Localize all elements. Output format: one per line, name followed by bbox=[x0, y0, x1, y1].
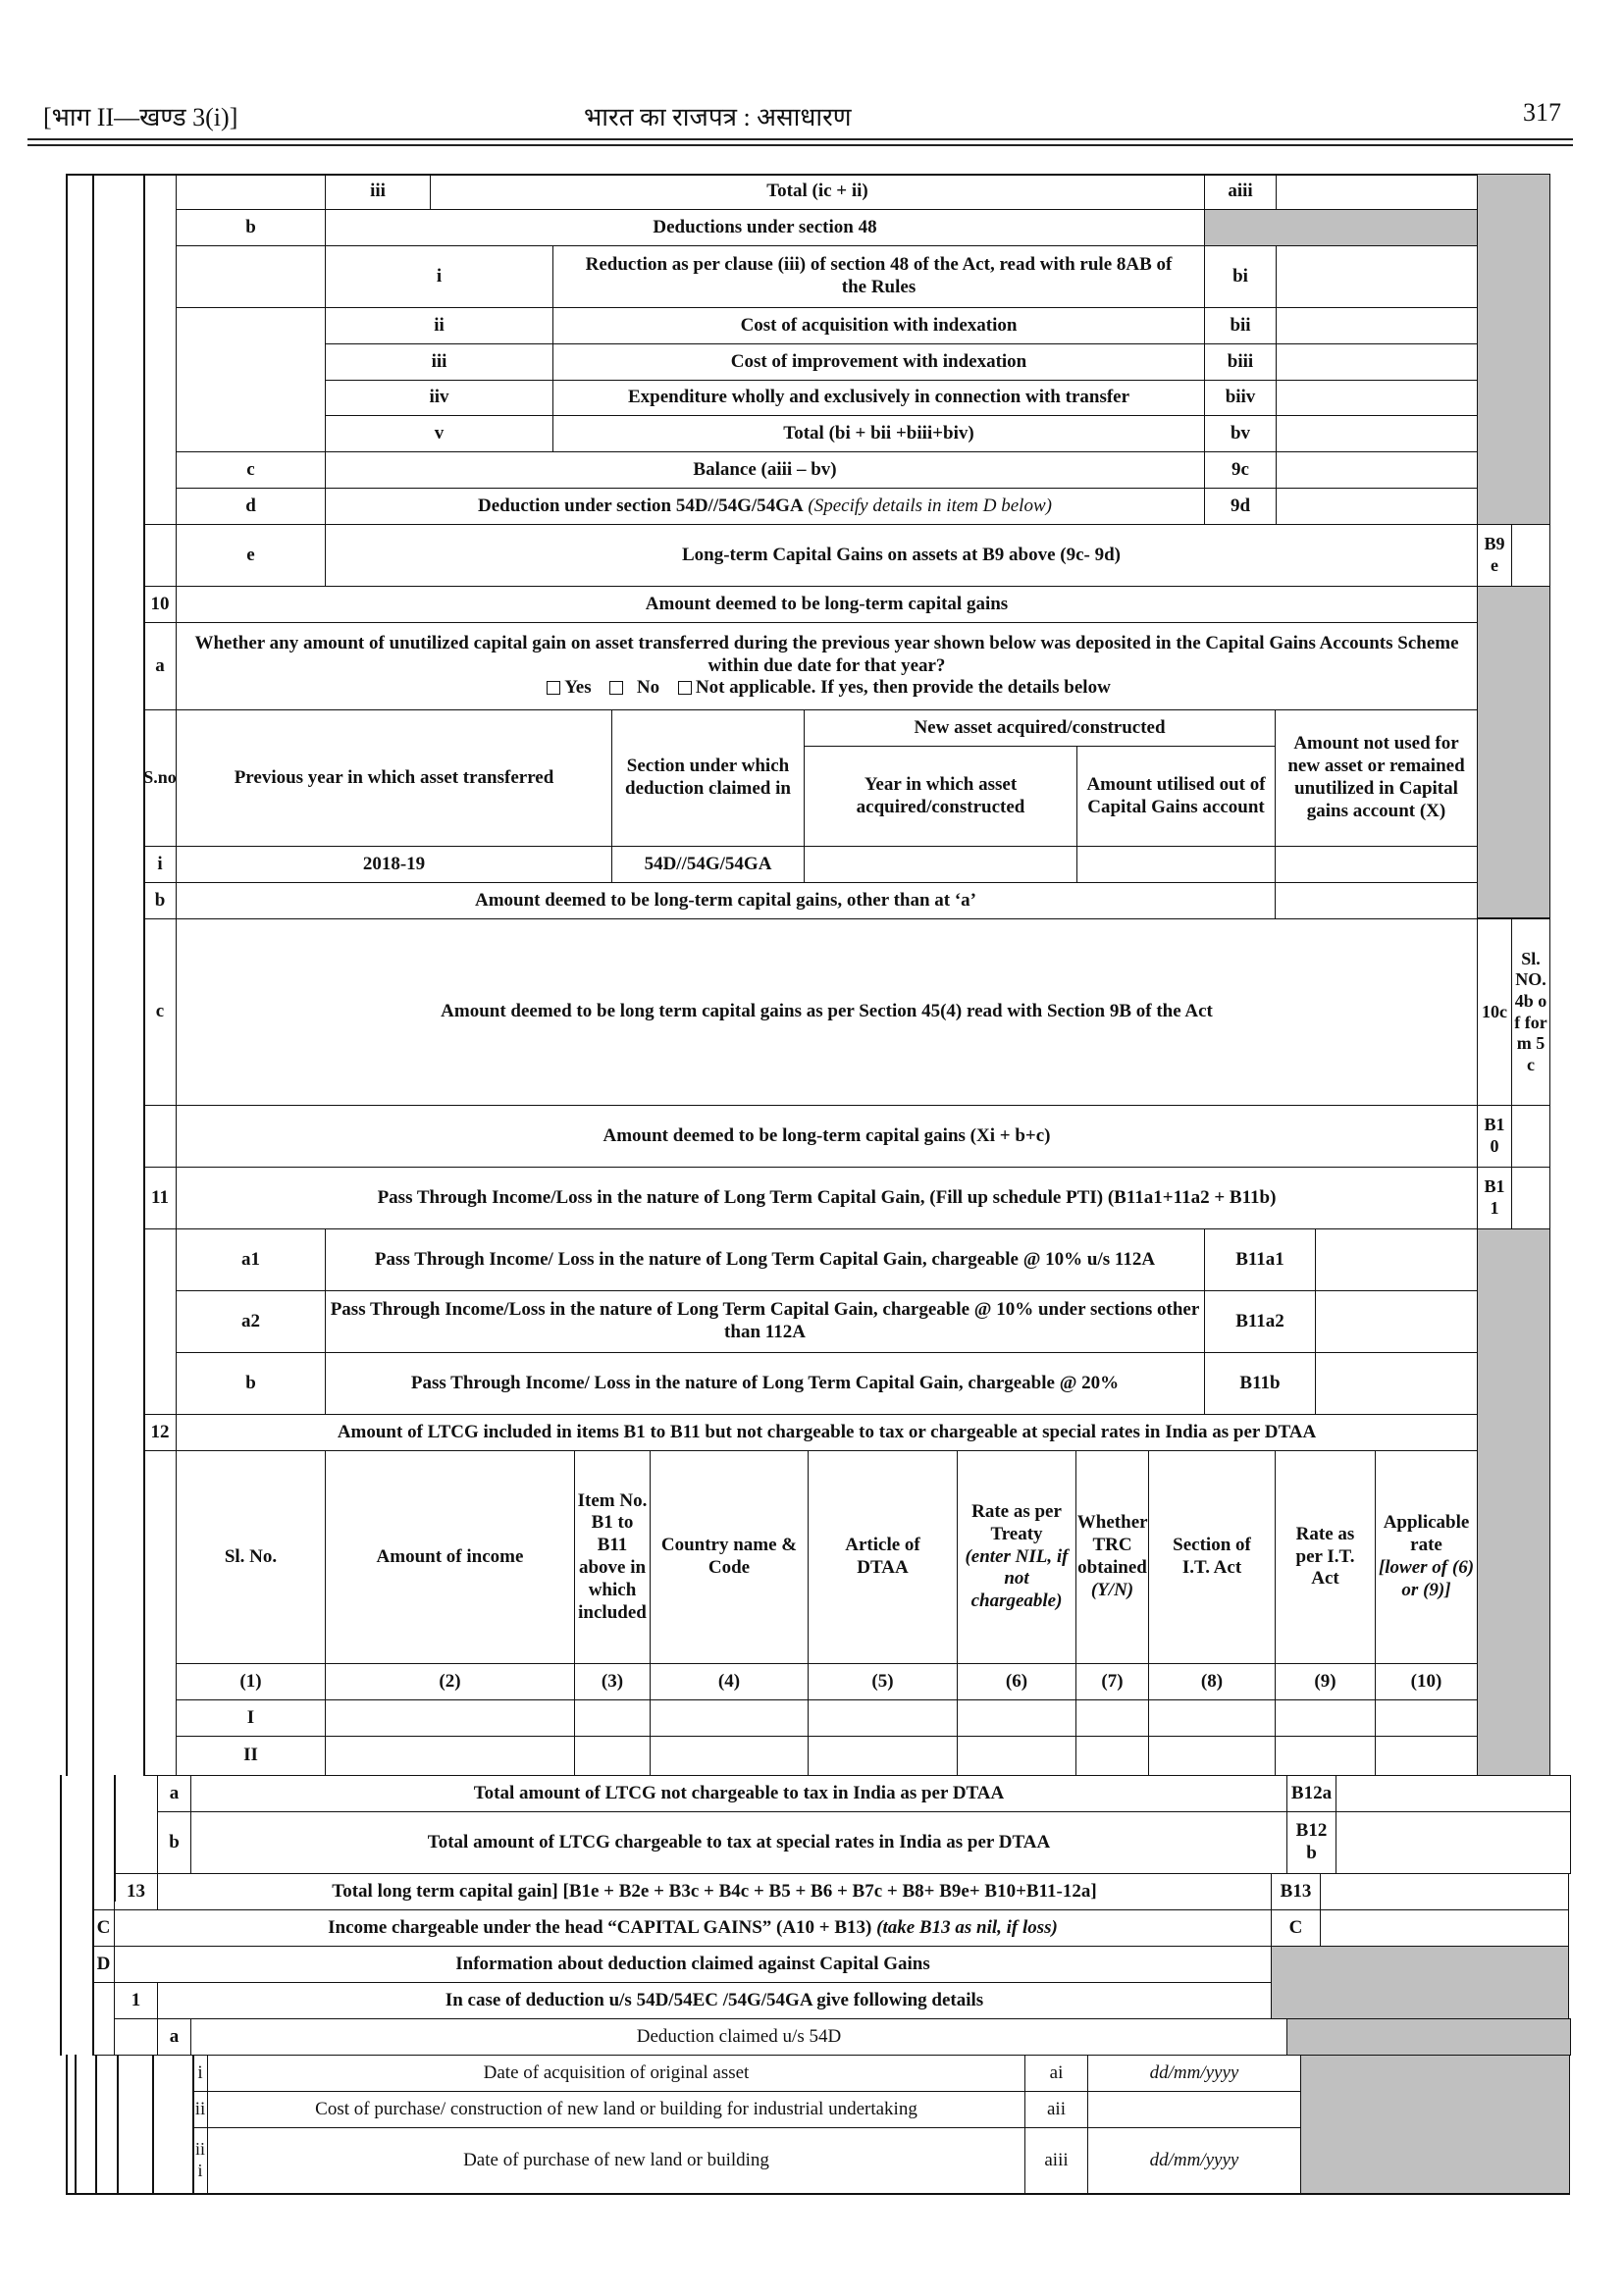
sD-letter: D bbox=[92, 1946, 115, 1983]
s12-colnum-3: (3) bbox=[574, 1663, 651, 1700]
s12-col5-header: Article of DTAA bbox=[808, 1450, 958, 1664]
sD-a-num-empty bbox=[114, 2018, 158, 2056]
s12-row2-applicable-rate[interactable] bbox=[1375, 1736, 1478, 1776]
s10-c-label: Amount deemed to be long term capital gains as per Section 45(4) read with Section 9B of the Act bbox=[176, 918, 1478, 1106]
sD-row1-code: ai bbox=[1024, 2055, 1088, 2092]
s9-b-shaded bbox=[1204, 209, 1478, 246]
s9-e-letter: e bbox=[176, 524, 326, 587]
sD-row3-value[interactable]: dd/mm/yyyy bbox=[1087, 2127, 1301, 2194]
s10-row-sno: i bbox=[143, 846, 177, 883]
s12-colnum-5: (5) bbox=[808, 1663, 958, 1700]
s11-a1-value[interactable] bbox=[1315, 1228, 1478, 1291]
s12-row2-item[interactable] bbox=[574, 1736, 651, 1776]
lower-outer-left-border bbox=[60, 1775, 62, 2056]
outer-left-border bbox=[66, 174, 68, 1776]
s9-d-label-text: Deduction under section 54D//54G/54GA bbox=[478, 495, 804, 516]
s9-bi-value[interactable] bbox=[1276, 245, 1478, 308]
sC-value[interactable] bbox=[1320, 1909, 1569, 1947]
s12-a-letter: a bbox=[157, 1775, 191, 1812]
s12-row1-item[interactable] bbox=[574, 1699, 651, 1737]
s12-col7-note: (Y/N) bbox=[1090, 1579, 1134, 1600]
s11-title: Pass Through Income/Loss in the nature of Long Term Capital Gain, (Fill up schedule PTI) (B11a1+11a2 + B11b) bbox=[176, 1167, 1478, 1229]
s12-b-code: B12 b bbox=[1286, 1811, 1336, 1874]
s12-colnum-4: (4) bbox=[650, 1663, 809, 1700]
sD-row2-roman: ii bbox=[192, 2091, 208, 2128]
not-applicable-label: Not applicable. If yes, then provide the details below bbox=[695, 677, 1111, 699]
s10-b-label: Amount deemed to be long-term capital gains, other than at ‘a’ bbox=[176, 882, 1276, 919]
s9-bv-label: Total (bi + bii +biii+biv) bbox=[552, 415, 1205, 452]
s10-table-prev-year-header: Previous year in which asset transferred bbox=[176, 709, 612, 847]
s12-a-code: B12a bbox=[1286, 1775, 1336, 1812]
s10-c-note: Sl. NO. 4b of form 5c bbox=[1511, 918, 1550, 1106]
s9-a-iii-value[interactable] bbox=[1276, 174, 1478, 210]
sD-row2-value[interactable] bbox=[1087, 2091, 1301, 2128]
s11-b-value[interactable] bbox=[1315, 1352, 1478, 1415]
s11-code: B11 bbox=[1477, 1167, 1512, 1229]
s10-row-amount-utilised[interactable] bbox=[1076, 846, 1276, 883]
s9-d-label bbox=[325, 488, 1205, 525]
s11-a2-value[interactable] bbox=[1315, 1290, 1478, 1353]
s10-table-year-acquired-header: Year in which asset acquired/constructed bbox=[804, 746, 1077, 847]
sD-row3-roman: iii bbox=[192, 2127, 208, 2194]
s11-value[interactable] bbox=[1511, 1167, 1550, 1229]
s10-title: Amount deemed to be long-term capital gains bbox=[176, 586, 1478, 623]
s12-b-label: Total amount of LTCG chargeable to tax at special rates in India as per DTAA bbox=[190, 1811, 1287, 1874]
sC-label: Income chargeable under the head “CAPITAL GAINS” (A10 + B13) bbox=[328, 1916, 872, 1938]
s12-a-label: Total amount of LTCG not chargeable to tax in India as per DTAA bbox=[190, 1775, 1287, 1812]
s12-row1-amount[interactable] bbox=[325, 1699, 575, 1737]
s9-bii-roman: ii bbox=[325, 307, 553, 344]
s12-b-value[interactable] bbox=[1336, 1811, 1571, 1874]
s12-title: Amount of LTCG included in items B1 to B11 but not chargeable to tax or chargeable at special rates in India as per DTAA bbox=[176, 1414, 1478, 1451]
sD-row1-roman: i bbox=[192, 2055, 208, 2092]
s9-bi-label: Reduction as per clause (iii) of section 48 of the Act, read with rule 8AB of the Rules bbox=[552, 245, 1205, 308]
s9-biii-value[interactable] bbox=[1276, 343, 1478, 381]
s12-col6-label: Rate as per Treaty bbox=[971, 1501, 1062, 1544]
s10-table-new-asset-header: New asset acquired/constructed bbox=[804, 709, 1276, 747]
sD-row1-value[interactable]: dd/mm/yyyy bbox=[1087, 2055, 1301, 2092]
s12-row2-slno: II bbox=[176, 1736, 326, 1776]
sD-a-letter: a bbox=[157, 2018, 191, 2056]
s11-a2-label: Pass Through Income/Loss in the nature of Long Term Capital Gain, chargeable @ 10% under sections other than 112A bbox=[325, 1290, 1205, 1353]
s10-a-options bbox=[543, 677, 1111, 700]
s12-col10-label: Applicable rate bbox=[1383, 1512, 1470, 1556]
s12-colnum-10: (10) bbox=[1375, 1663, 1478, 1700]
s10-a-question-cell bbox=[176, 622, 1478, 710]
s10-row-prev-year: 2018-19 bbox=[176, 846, 612, 883]
s9-bi-code: bi bbox=[1204, 245, 1277, 308]
s11-a1-letter: a1 bbox=[176, 1228, 326, 1291]
s10-b-value[interactable] bbox=[1275, 882, 1478, 919]
s12-colnum-7: (7) bbox=[1075, 1663, 1149, 1700]
sD-row2-label: Cost of purchase/ construction of new land or building for industrial undertaking bbox=[207, 2091, 1025, 2128]
bottom-col-divider-4 bbox=[152, 2055, 154, 2194]
page-number: 317 bbox=[1523, 98, 1561, 127]
s9-bii-code: bii bbox=[1204, 307, 1277, 344]
s12-col1-header: Sl. No. bbox=[176, 1450, 326, 1664]
s12-row1-country[interactable] bbox=[650, 1699, 809, 1737]
s12-col6-note: (enter NIL, if not chargeable) bbox=[965, 1545, 1069, 1612]
sD-row2-code: aii bbox=[1024, 2091, 1088, 2128]
s9-e-label: Long-term Capital Gains on assets at B9 above (9c- 9d) bbox=[325, 524, 1478, 587]
bottom-col-divider-2 bbox=[95, 2055, 97, 2194]
s9-b-letter: b bbox=[176, 209, 326, 246]
s12-row1-article[interactable] bbox=[808, 1699, 958, 1737]
s10-b-letter: b bbox=[143, 882, 177, 919]
sC-label-cell bbox=[114, 1909, 1272, 1947]
header-rule-bottom bbox=[27, 144, 1573, 146]
s9-biii-code: biii bbox=[1204, 343, 1277, 381]
s12-row1-applicable-rate[interactable] bbox=[1375, 1699, 1478, 1737]
s13-value[interactable] bbox=[1320, 1873, 1569, 1910]
s12-b-letter: b bbox=[157, 1811, 191, 1874]
s12-colnum-1: (1) bbox=[176, 1663, 326, 1700]
sD-label: Information about deduction claimed against Capital Gains bbox=[114, 1946, 1272, 1983]
s13-label: Total long term capital gain] [B1e + B2e + B3c + B4c + B5 + B6 + B7c + B8+ B9e+ B10+B11-12a] bbox=[157, 1873, 1272, 1910]
s9-bii-bv-empty bbox=[176, 307, 326, 452]
s12-colnum-2: (2) bbox=[325, 1663, 575, 1700]
s12-col7-header bbox=[1075, 1450, 1149, 1664]
s11-a1-code: B11a1 bbox=[1204, 1228, 1316, 1291]
s9-right-shaded-panel bbox=[1477, 174, 1550, 525]
yes-label: Yes bbox=[564, 677, 592, 699]
sD-rows-right-shaded-panel bbox=[1300, 2055, 1570, 2194]
s12-col9-header: Rate as per I.T. Act bbox=[1275, 1450, 1376, 1664]
s12-row1-it-rate[interactable] bbox=[1275, 1699, 1376, 1737]
s9-bv-code: bv bbox=[1204, 415, 1277, 452]
s10-table-section-header: Section under which deduction claimed in bbox=[611, 709, 805, 847]
s9-c-code: 9c bbox=[1204, 451, 1277, 489]
sC-label-note: (take B13 as nil, if loss) bbox=[876, 1916, 1058, 1938]
page-header-left: [भाग II—खण्ड 3(i)] bbox=[43, 103, 238, 131]
yes-checkbox[interactable] bbox=[547, 681, 560, 695]
table-bottom-border bbox=[66, 2193, 1570, 2195]
s11-b-letter: b bbox=[176, 1352, 326, 1415]
s9-bv-roman: v bbox=[325, 415, 553, 452]
s10-c-code: 10c bbox=[1477, 918, 1512, 1106]
no-label: No bbox=[636, 677, 660, 699]
sD-row3-label: Date of purchase of new land or building bbox=[207, 2127, 1025, 2194]
s12-row1-trc[interactable] bbox=[1075, 1699, 1149, 1737]
s9-a-iii-roman: iii bbox=[325, 174, 431, 210]
s12-colnum-6: (6) bbox=[957, 1663, 1076, 1700]
s9-biv-code: biiv bbox=[1204, 380, 1277, 416]
s9-d-code: 9d bbox=[1204, 488, 1277, 525]
s9-a-empty bbox=[176, 174, 326, 210]
no-checkbox[interactable] bbox=[609, 681, 623, 695]
s12-num: 12 bbox=[143, 1414, 177, 1451]
s9-a-iii-label: Total (ic + ii) bbox=[430, 174, 1205, 210]
s11-num: 11 bbox=[143, 1167, 177, 1229]
s12-row1-treaty-rate[interactable] bbox=[957, 1699, 1076, 1737]
s9-e-num-empty bbox=[143, 524, 177, 587]
s9-c-label: Balance (aiii – bv) bbox=[325, 451, 1205, 489]
s12-num-empty bbox=[143, 1450, 177, 1776]
bottom-outer-left-border bbox=[66, 2055, 68, 2194]
sD-1-num: 1 bbox=[114, 1982, 158, 2019]
sD-1-label: In case of deduction u/s 54D/54EC /54G/54GA give following details bbox=[157, 1982, 1272, 2019]
s12-row1-slno: I bbox=[176, 1699, 326, 1737]
s9-biv-roman: iiv bbox=[325, 380, 553, 416]
s10-right-shaded-panel bbox=[1477, 586, 1550, 918]
s9-bii-value[interactable] bbox=[1276, 307, 1478, 344]
s13-code: B13 bbox=[1271, 1873, 1321, 1910]
s10-table-amount-utilised-header: Amount utilised out of Capital Gains account bbox=[1076, 746, 1276, 847]
bottom-col-divider-3 bbox=[117, 2055, 119, 2194]
s11-b-code: B11b bbox=[1204, 1352, 1316, 1415]
s12-col10-note: [lower of (6) or (9)] bbox=[1378, 1557, 1475, 1600]
s11-s12-right-shaded-panel bbox=[1477, 1228, 1550, 1776]
s9-biv-label: Expenditure wholly and exclusively in connection with transfer bbox=[552, 380, 1205, 416]
s9-bi-empty bbox=[176, 245, 326, 308]
not-applicable-checkbox[interactable] bbox=[678, 681, 692, 695]
s10-total-num-empty bbox=[143, 1105, 177, 1168]
s12-row2-treaty-rate[interactable] bbox=[957, 1736, 1076, 1776]
s12-col4-header: Country name & Code bbox=[650, 1450, 809, 1664]
s11-a2-letter: a2 bbox=[176, 1290, 326, 1353]
s10-row-amount-not-used[interactable] bbox=[1275, 846, 1478, 883]
s9-b-label: Deductions under section 48 bbox=[325, 209, 1205, 246]
s9-d-letter: d bbox=[176, 488, 326, 525]
s12-row2-trc[interactable] bbox=[1075, 1736, 1149, 1776]
header-rule-top bbox=[27, 138, 1573, 140]
s10-a-letter: a bbox=[143, 622, 177, 710]
page-header-center: भारत का राजपत्र : असाधारण bbox=[584, 103, 852, 131]
s9-biii-roman: iii bbox=[325, 343, 553, 381]
s9-bi-roman: i bbox=[325, 245, 553, 308]
s10-row-section: 54D//54G/54GA bbox=[611, 846, 805, 883]
s11-items-num-empty bbox=[143, 1228, 177, 1415]
s10-total-value[interactable] bbox=[1511, 1105, 1550, 1168]
s12-colnum-9: (9) bbox=[1275, 1663, 1376, 1700]
s12-row2-country[interactable] bbox=[650, 1736, 809, 1776]
s9-bii-label: Cost of acquisition with indexation bbox=[552, 307, 1205, 344]
s11-a2-code: B11a2 bbox=[1204, 1290, 1316, 1353]
bottom-col-divider-1 bbox=[75, 2055, 77, 2194]
s12-colnum-8: (8) bbox=[1148, 1663, 1276, 1700]
s9-a-iii-code: aiii bbox=[1204, 174, 1277, 210]
s12-col10-header bbox=[1375, 1450, 1478, 1664]
s9-biv-value[interactable] bbox=[1276, 380, 1478, 416]
s12-col3-header: Item No. B1 to B11 above in which included bbox=[574, 1450, 651, 1664]
s12-col7-label: Whether TRC obtained bbox=[1076, 1512, 1148, 1578]
s9-d-value[interactable] bbox=[1276, 488, 1478, 525]
s9-e-code: B9 e bbox=[1477, 524, 1512, 587]
sD-right-shaded-panel bbox=[1271, 1946, 1569, 2019]
s10-a-question: Whether any amount of unutilized capital gain on asset transferred during the previous year shown below was deposited in the Capital Gains Accounts Scheme within due date for that year? bbox=[194, 632, 1459, 676]
sC-code: C bbox=[1271, 1909, 1321, 1947]
sD-row1-label: Date of acquisition of original asset bbox=[207, 2055, 1025, 2092]
s12-row2-it-rate[interactable] bbox=[1275, 1736, 1376, 1776]
s11-b-label: Pass Through Income/ Loss in the nature of Long Term Capital Gain, chargeable @ 20% bbox=[325, 1352, 1205, 1415]
s9-d-label-note: (Specify details in item D below) bbox=[808, 495, 1052, 516]
s9-c-value[interactable] bbox=[1276, 451, 1478, 489]
sD-a-shaded bbox=[1286, 2018, 1571, 2056]
s10-c-letter: c bbox=[143, 918, 177, 1106]
s11-a1-label: Pass Through Income/ Loss in the nature of Long Term Capital Gain, chargeable @ 10% u/s 112A bbox=[325, 1228, 1205, 1291]
s12-row2-section[interactable] bbox=[1148, 1736, 1276, 1776]
s9-c-letter: c bbox=[176, 451, 326, 489]
s13-num: 13 bbox=[114, 1873, 158, 1910]
s9-bv-value[interactable] bbox=[1276, 415, 1478, 452]
s12-row2-amount[interactable] bbox=[325, 1736, 575, 1776]
s12-row1-section[interactable] bbox=[1148, 1699, 1276, 1737]
s10-num: 10 bbox=[143, 586, 177, 623]
s10-table-sno-header: S.no bbox=[143, 709, 177, 847]
s10-table-amount-not-used-header: Amount not used for new asset or remained unutilized in Capital gains account (X) bbox=[1275, 709, 1478, 847]
s9-e-value[interactable] bbox=[1511, 524, 1550, 587]
s12-col8-header: Section of I.T. Act bbox=[1148, 1450, 1276, 1664]
col-divider-1 bbox=[92, 174, 94, 1776]
sD-letter-empty bbox=[92, 1982, 115, 2056]
s10-total-label: Amount deemed to be long-term capital gains (Xi + b+c) bbox=[176, 1105, 1478, 1168]
s12-a-value[interactable] bbox=[1336, 1775, 1571, 1812]
s12-col2-header: Amount of income bbox=[325, 1450, 575, 1664]
s10-total-code: B10 bbox=[1477, 1105, 1512, 1168]
sC-letter: C bbox=[92, 1909, 115, 1947]
s12-row2-article[interactable] bbox=[808, 1736, 958, 1776]
s10-row-year-acquired[interactable] bbox=[804, 846, 1077, 883]
s12-col6-header bbox=[957, 1450, 1076, 1664]
sD-row3-code: aiii bbox=[1024, 2127, 1088, 2194]
s9-biii-label: Cost of improvement with indexation bbox=[552, 343, 1205, 381]
sD-a-label: Deduction claimed u/s 54D bbox=[190, 2018, 1287, 2056]
